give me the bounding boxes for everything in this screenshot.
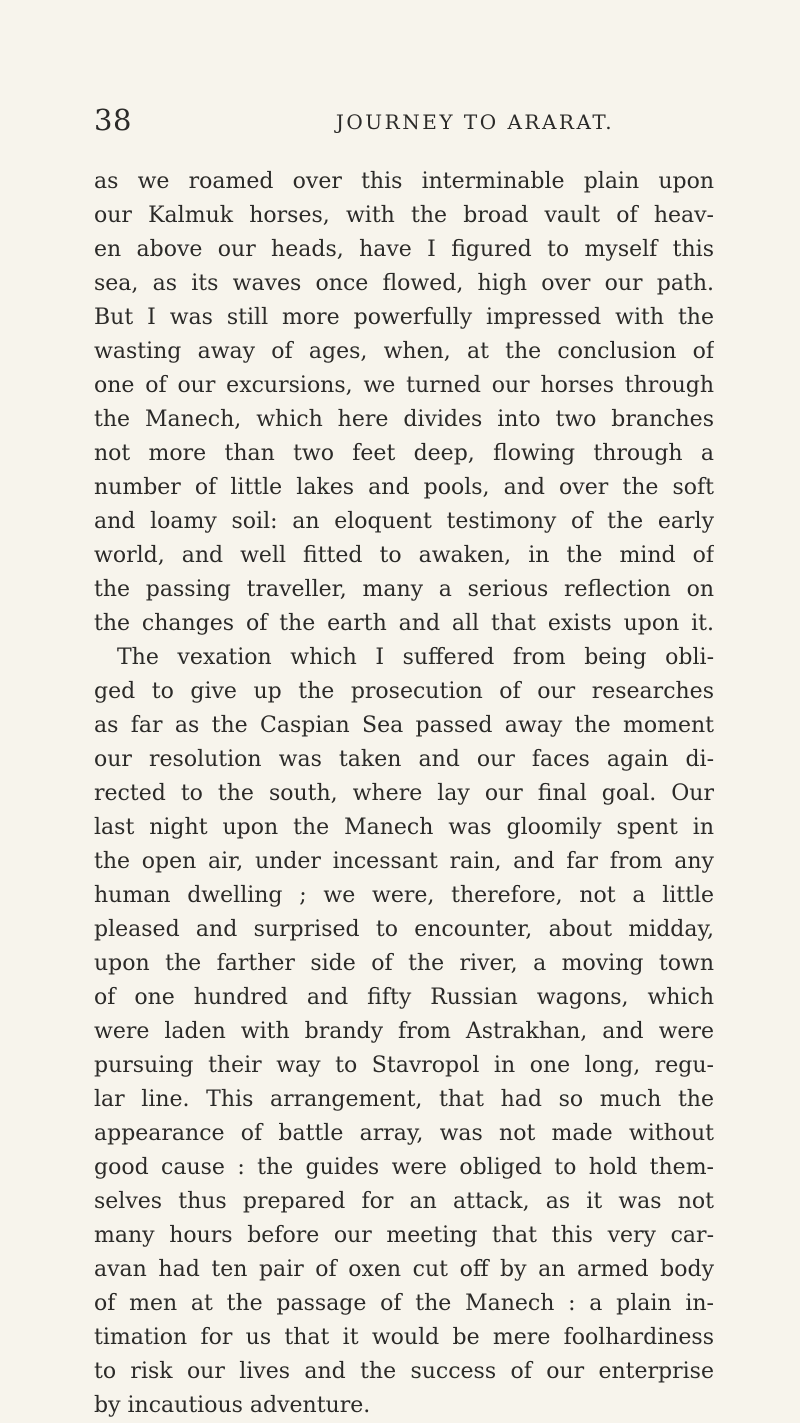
text-line: ged to give up the prosecution of our researches [94, 679, 714, 704]
text-line: human dwelling ; we were, therefore, not a little [94, 883, 714, 908]
text-line: the Manech, which here divides into two branches [94, 407, 714, 432]
text-line: the open air, under incessant rain, and far from any [94, 849, 714, 874]
text-line: as we roamed over this interminable plain upon [94, 169, 714, 194]
text-line: rected to the south, where lay our final goal. Our [94, 781, 714, 806]
text-line: and loamy soil: an eloquent testimony of the early [94, 509, 714, 534]
text-line: the passing traveller, many a serious reflection on [94, 577, 714, 602]
text-line: good cause : the guides were obliged to hold them- [94, 1155, 714, 1180]
text-line: as far as the Caspian Sea passed away the moment [94, 713, 714, 738]
page-number: 38 [94, 103, 132, 137]
paragraph-end-line: by incautious adventure. [94, 1393, 371, 1418]
paragraph-start-line: The vexation which I suffered from being obli- [117, 645, 714, 670]
page-header [0, 102, 800, 142]
text-line: to risk our lives and the success of our enterprise [94, 1359, 714, 1384]
text-line: many hours before our meeting that this very car- [94, 1223, 714, 1248]
text-line: world, and well fitted to awaken, in the mind of [94, 543, 714, 568]
text-line: the changes of the earth and all that exists upon it. [94, 611, 714, 636]
text-line: number of little lakes and pools, and over the soft [94, 475, 714, 500]
text-line: last night upon the Manech was gloomily spent in [94, 815, 714, 840]
text-line: pleased and surprised to encounter, about midday, [94, 917, 714, 942]
text-line: timation for us that it would be mere foolhardiness [94, 1325, 714, 1350]
text-line: pursuing their way to Stavropol in one long, regu- [94, 1053, 714, 1078]
text-line: wasting away of ages, when, at the conclusion of [94, 339, 714, 364]
text-line: one of our excursions, we turned our horses through [94, 373, 714, 398]
text-line: of one hundred and fifty Russian wagons, which [94, 985, 714, 1010]
text-line: lar line. This arrangement, that had so much the [94, 1087, 714, 1112]
running-head: JOURNEY TO ARARAT. [335, 110, 615, 134]
text-line: But I was still more powerfully impressed with the [94, 305, 714, 330]
text-line: not more than two feet deep, flowing through a [94, 441, 714, 466]
text-line: en above our heads, have I figured to myself this [94, 237, 714, 262]
text-line: our resolution was taken and our faces again di- [94, 747, 714, 772]
text-line: upon the farther side of the river, a moving town [94, 951, 714, 976]
text-line: appearance of battle array, was not made without [94, 1121, 714, 1146]
text-line: selves thus prepared for an attack, as it was not [94, 1189, 714, 1214]
text-line: sea, as its waves once flowed, high over our path. [94, 271, 714, 296]
text-line: our Kalmuk horses, with the broad vault of heav- [94, 203, 714, 228]
text-line: of men at the passage of the Manech : a plain in- [94, 1291, 714, 1316]
text-line: avan had ten pair of oxen cut off by an armed body [94, 1257, 714, 1282]
body-text [94, 165, 714, 1423]
text-line: were laden with brandy from Astrakhan, and were [94, 1019, 714, 1044]
